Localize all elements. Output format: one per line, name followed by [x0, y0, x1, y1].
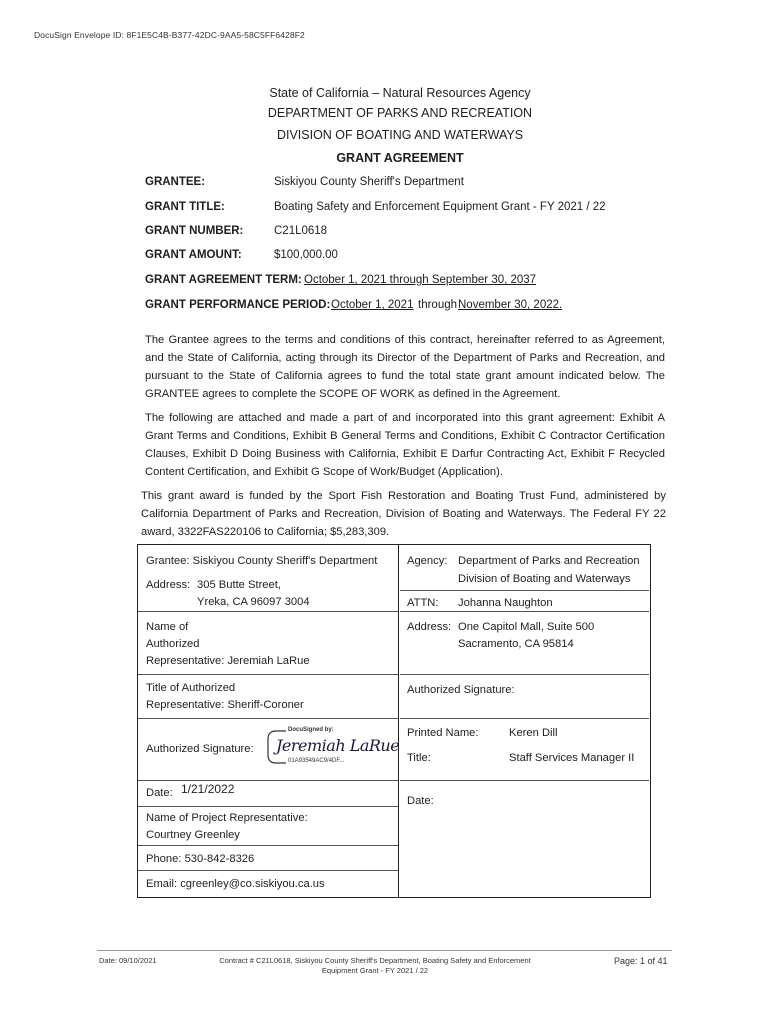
project-rep-phone: Phone: 530-842-8326 [146, 853, 255, 865]
grantee-value: Siskiyou County Sheriff's Department [274, 176, 464, 188]
left-title-line1: Title of Authorized [146, 682, 236, 694]
right-row-divider [400, 590, 649, 591]
signature-table-divider [398, 544, 399, 897]
footer-contract-line1: Contract # C21L0618, Siskiyou County Sheriff's Department, Boating Safety and Enforcement [219, 956, 531, 965]
left-row-divider [138, 718, 398, 719]
term-label: GRANT AGREEMENT TERM: [145, 274, 302, 286]
paragraph-exhibits: The following are attached and made a part of and incorporated into this grant agreement: Exhibit A Grant Terms and Conditions, Exhibit B General Terms and Conditions, Exhibit C Contractor Certification Clauses, Exhibit D Doing Business with California, Exhibit E Darfur Contracting Act, Exhibit F Recycled Content Certification, and Exhibit G Scope of Work/Budget (Application). [145, 412, 665, 478]
grant-number-label: GRANT NUMBER: [145, 225, 244, 237]
right-authorized-signature-label: Authorized Signature: [407, 684, 515, 696]
performance-period-start: October 1, 2021 [331, 299, 414, 311]
right-address-label: Address: [407, 621, 452, 633]
grant-number-value: C21L0618 [274, 225, 328, 237]
left-authorized-signature-label: Authorized Signature: [146, 743, 254, 755]
left-row-divider [138, 845, 398, 846]
paragraph-funding: This grant award is funded by the Sport Fish Restoration and Boating Trust Fund, administered by California Department of Parks and Recreation, Division of Boating and Waterways. The Federal FY 22 award, 3322FAS220106 to California; $5,283,309. [141, 490, 666, 538]
right-address-line2: Sacramento, CA 95814 [458, 638, 574, 650]
paragraph-terms: The Grantee agrees to the terms and conditions of this contract, hereinafter referred to as Agreement, and the State of California, acting through its Director of the Department of Parks and Recreation, and pursuant to the State of California agrees to fund the total state grant amount indicated below. The GRANTEE agrees to complete the SCOPE OF WORK as defined in the Agreement. [145, 334, 665, 400]
header-agency: State of California – Natural Resources Agency [269, 86, 531, 100]
right-printed-name-value: Keren Dill [509, 727, 558, 739]
left-row-divider [138, 674, 398, 675]
right-date-label: Date: [407, 795, 434, 807]
left-row-divider [138, 780, 398, 781]
grant-title-value: Boating Safety and Enforcement Equipment Grant - FY 2021 / 22 [274, 201, 606, 213]
term-value: October 1, 2021 through September 30, 2037 [304, 274, 537, 286]
grant-amount-label: GRANT AMOUNT: [145, 249, 242, 261]
right-attn-value: Johanna Naughton [458, 597, 553, 609]
footer-contract-line2: Equipment Grant - FY 2021 / 22 [321, 966, 429, 975]
project-rep-name: Courtney Greenley [146, 829, 240, 841]
footer-rule [97, 950, 672, 951]
right-attn-label: ATTN: [407, 597, 439, 609]
right-address-line1: One Capitol Mall, Suite 500 [458, 621, 595, 633]
left-address-line1: 305 Butte Street, [197, 579, 281, 591]
left-grantee: Grantee: Siskiyou County Sheriff's Department [146, 555, 378, 567]
right-row-divider [400, 718, 649, 719]
project-rep-label: Name of Project Representative: [146, 812, 308, 824]
footer-page-number: Page: 1 of 41 [614, 956, 668, 966]
left-address-label: Address: [146, 579, 191, 591]
left-row-divider [138, 611, 398, 612]
grantee-label: GRANTEE: [145, 176, 206, 188]
right-row-divider [400, 674, 649, 675]
performance-period-label: GRANT PERFORMANCE PERIOD: [145, 299, 331, 311]
left-name-line2: Authorized [146, 638, 200, 650]
left-date-label: Date: [146, 787, 173, 799]
left-date-value: 1/21/2022 [181, 782, 235, 796]
header-title: GRANT AGREEMENT [336, 151, 464, 165]
header-department: DEPARTMENT OF PARKS AND RECREATION [267, 106, 533, 120]
left-row-divider [138, 806, 398, 807]
performance-period-through: through [418, 299, 458, 311]
project-rep-email: Email: cgreenley@co.siskiyou.ca.us [146, 878, 325, 890]
left-address-line2: Yreka, CA 96097 3004 [197, 596, 310, 608]
footer-date: Date: 09/10/2021 [99, 956, 157, 965]
header-division: DIVISION OF BOATING AND WATERWAYS [276, 128, 524, 142]
signature-script: Jeremiah LaRue [276, 736, 400, 755]
right-agency-line1: Department of Parks and Recreation [458, 555, 640, 567]
right-printed-name-label: Printed Name: [407, 727, 479, 739]
signature-id: 01A93549AC9/4DF... [288, 758, 345, 764]
left-title-line2: Representative: Sheriff-Coroner [146, 699, 304, 711]
left-name-line3: Representative: Jeremiah LaRue [146, 655, 310, 667]
right-title-value: Staff Services Manager II [509, 752, 635, 764]
grant-amount-value: $100,000.00 [274, 249, 338, 261]
docusign-envelope-id: DocuSign Envelope ID: 8F1E5C4B-B377-42DC-9AA5-58C5FF6428F2 [34, 30, 305, 40]
right-agency-line2: Division of Boating and Waterways [458, 573, 631, 585]
left-row-divider [138, 870, 398, 871]
performance-period-end: November 30, 2022. [458, 299, 563, 311]
docusign-signature-stamp [262, 727, 400, 767]
left-name-line1: Name of [146, 621, 189, 633]
right-row-divider [400, 780, 649, 781]
right-title-label: Title: [407, 752, 431, 764]
grant-title-label: GRANT TITLE: [145, 201, 225, 213]
right-agency-label: Agency: [407, 555, 448, 567]
docusigned-by-label: DocuSigned by: [288, 727, 334, 733]
